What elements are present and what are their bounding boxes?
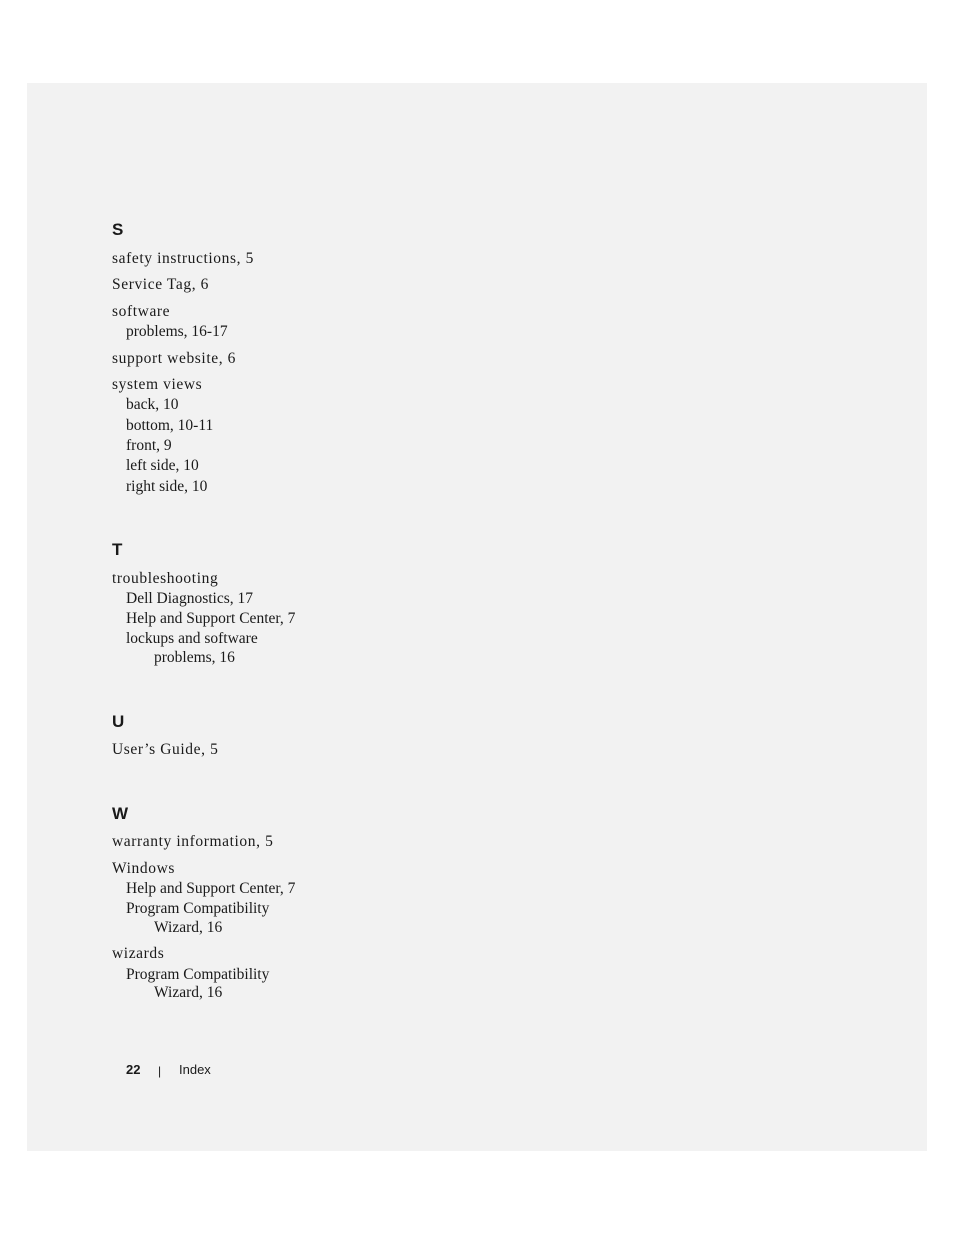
entry-support-website: support website, 6 (112, 350, 237, 367)
entry-software: software (112, 303, 171, 320)
entry-safety-instructions: safety instructions, 5 (112, 250, 254, 267)
entry-service-tag: Service Tag, 6 (112, 276, 209, 293)
subentry-right-side: right side, 10 (126, 478, 208, 495)
subentry-wizards-program-compatibility: Program Compatibility (126, 966, 270, 983)
entry-troubleshooting: troubleshooting (112, 570, 219, 587)
subentry-lockups-problems: problems, 16 (154, 649, 235, 666)
subentry-lockups: lockups and software (126, 630, 258, 647)
section-letter-s: S (112, 220, 124, 239)
footer-section-label: Index (179, 1062, 211, 1077)
footer-separator: | (158, 1064, 162, 1078)
section-letter-t: T (112, 540, 123, 559)
subentry-dell-diagnostics: Dell Diagnostics, 17 (126, 590, 253, 607)
subentry-windows-wizard: Wizard, 16 (154, 919, 223, 936)
entry-wizards: wizards (112, 945, 165, 962)
entry-users-guide: User’s Guide, 5 (112, 741, 219, 758)
section-letter-w: W (112, 804, 129, 823)
subentry-front: front, 9 (126, 437, 172, 454)
section-letter-u: U (112, 712, 125, 731)
entry-warranty-information: warranty information, 5 (112, 833, 274, 850)
subentry-back: back, 10 (126, 396, 179, 413)
subentry-windows-help-support: Help and Support Center, 7 (126, 880, 296, 897)
subentry-bottom: bottom, 10-11 (126, 417, 214, 434)
entry-windows: Windows (112, 860, 175, 877)
subentry-help-support-center: Help and Support Center, 7 (126, 610, 296, 627)
page-number: 22 (126, 1062, 141, 1077)
subentry-left-side: left side, 10 (126, 457, 199, 474)
entry-system-views: system views (112, 376, 203, 393)
subentry-windows-program-compatibility: Program Compatibility (126, 900, 270, 917)
subentry-software-problems: problems, 16-17 (126, 323, 228, 340)
subentry-wizards-wizard: Wizard, 16 (154, 984, 223, 1001)
